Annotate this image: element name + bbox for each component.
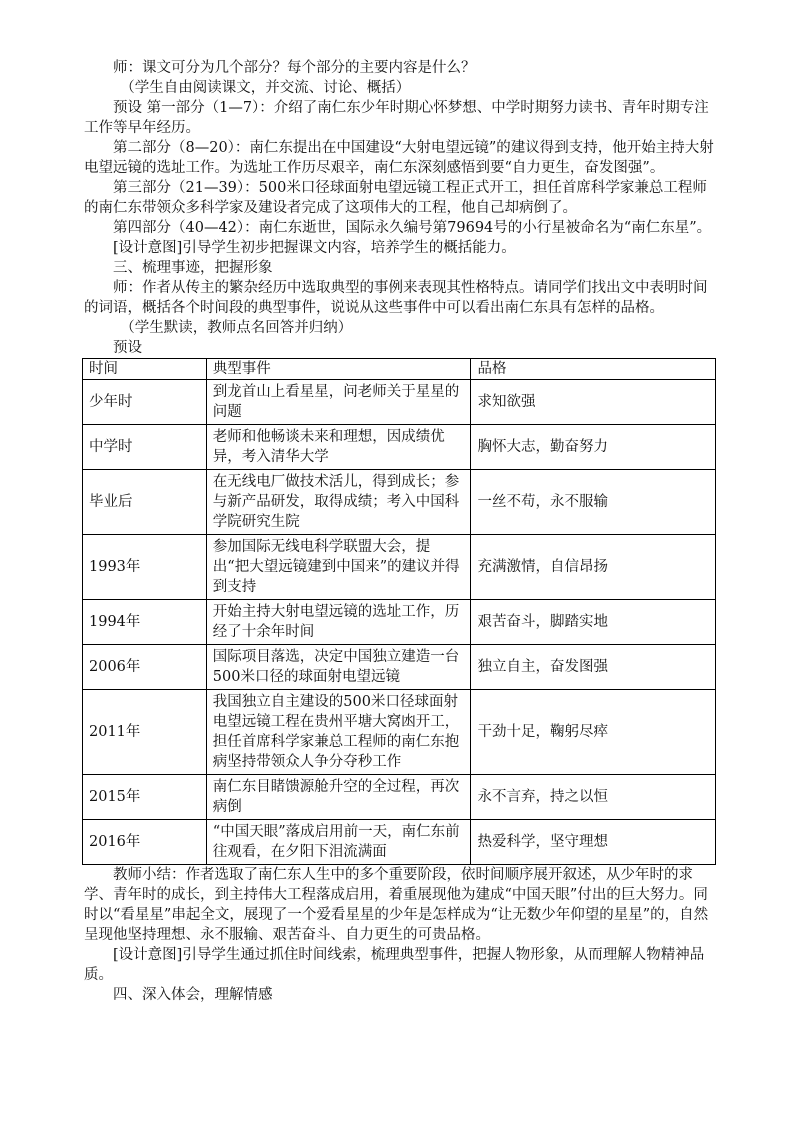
cell-time: 1994年 — [83, 600, 207, 645]
cell-time: 2006年 — [83, 645, 207, 690]
lesson-text-top — [84, 58, 716, 358]
cell-quality: 干劲十足，鞠躬尽瘁 — [471, 690, 716, 775]
table-row — [83, 645, 716, 690]
paragraph: 第三部分（21—39）：500米口径球面射电望远镜工程正式开工，担任首席科学家兼总工程师的南仁东带领众多科学家及建设者完成了这项伟大的工程，他自己却病倒了。 — [84, 180, 707, 216]
cell-time: 2011年 — [83, 690, 207, 775]
cell-time: 2016年 — [83, 820, 207, 865]
cell-quality: 求知欲强 — [471, 380, 716, 425]
paragraph: 师：课文可分为几个部分？每个部分的主要内容是什么？ — [113, 60, 476, 76]
cell-time: 少年时 — [83, 380, 207, 425]
cell-time: 毕业后 — [83, 470, 207, 535]
table-header-row — [83, 359, 716, 380]
cell-time: 2015年 — [83, 775, 207, 820]
paragraph: 第二部分（8—20）：南仁东提出在中国建设“大射电望远镜”的建议得到支持，他开始主持大射电望远镜的选址工作。为选址工作历尽艰辛，南仁东深刻感悟到要“自力更生，奋发图强”。 — [84, 140, 714, 176]
header-event: 典型事件 — [206, 359, 471, 380]
paragraph: [设计意图]引导学生初步把握课文内容，培养学生的概括能力。 — [113, 240, 516, 256]
header-time: 时间 — [83, 359, 207, 380]
paragraph: 三、梳理事迹，把握形象 — [113, 260, 273, 276]
table-row — [83, 380, 716, 425]
cell-event: 老师和他畅谈未来和理想，因成绩优异，考入清华大学 — [206, 425, 471, 470]
cell-event: 在无线电厂做技术活儿，得到成长；参与新产品研发，取得成绩；考入中国科学院研究生院 — [206, 470, 471, 535]
table-row — [83, 425, 716, 470]
table-row — [83, 775, 716, 820]
cell-quality: 热爱科学，坚守理想 — [471, 820, 716, 865]
cell-event: 参加国际无线电科学联盟大会，提出“把大望远镜建到中国来”的建议并得到支持 — [206, 535, 471, 600]
paragraph: 教师小结：作者选取了南仁东人生中的多个重要阶段，依时间顺序展开叙述，从少年时的求学、青年时的成长，到主持伟大工程落成启用，着重展现他为建成“中国天眼”付出的巨大努力。同时以“看星星”串起全文，展现了一个爱看星星的少年是怎样成为“让无数少年仰望的星星”的，自然呈现他坚持理想、永不服输、艰苦奋斗、自力更生的可贵品格。 — [84, 867, 709, 943]
header-quality: 品格 — [471, 359, 716, 380]
paragraph: 师：作者从传主的繁杂经历中选取典型的事例来表现其性格特点。请同学们找出文中表明时间的词语，概括各个时间段的典型事件，说说从这些事件中可以看出南仁东具有怎样的品格。 — [84, 280, 708, 316]
lesson-text-bottom — [84, 865, 716, 1005]
cell-event: “中国天眼”落成启用前一天，南仁东前往观看，在夕阳下泪流满面 — [206, 820, 471, 865]
cell-quality: 艰苦奋斗，脚踏实地 — [471, 600, 716, 645]
cell-quality: 一丝不苟，永不服输 — [471, 470, 716, 535]
paragraph: 预设 — [113, 340, 142, 356]
table-row — [83, 535, 716, 600]
table-row — [83, 600, 716, 645]
cell-quality: 独立自主，奋发图强 — [471, 645, 716, 690]
cell-time: 1993年 — [83, 535, 207, 600]
cell-quality: 永不言弃，持之以恒 — [471, 775, 716, 820]
cell-event: 国际项目落选，决定中国独立建造一台500米口径的球面射电望远镜 — [206, 645, 471, 690]
paragraph: 第四部分（40—42）：南仁东逝世，国际永久编号第79694号的小行星被命名为“南仁东星”。 — [113, 220, 712, 236]
paragraph: 四、深入体会，理解情感 — [113, 987, 273, 1003]
table-row — [83, 820, 716, 865]
cell-quality: 胸怀大志，勤奋努力 — [471, 425, 716, 470]
paragraph: 预设 第一部分（1—7）：介绍了南仁东少年时期心怀梦想、中学时期努力读书、青年时期专注工作等早年经历。 — [84, 100, 709, 136]
table-row — [83, 690, 716, 775]
table-body — [83, 380, 716, 865]
paragraph: （学生默读，教师点名回答并归纳） — [120, 320, 353, 336]
cell-time: 中学时 — [83, 425, 207, 470]
cell-event: 我国独立自主建设的500米口径球面射电望远镜工程在贵州平塘大窝凼开工，担任首席科学家兼总工程师的南仁东抱病坚持带领众人争分夺秒工作 — [206, 690, 471, 775]
cell-event: 南仁东目睹馈源舱升空的全过程，再次病倒 — [206, 775, 471, 820]
table-row — [83, 470, 716, 535]
document-page — [84, 58, 716, 1005]
cell-quality: 充满激情，自信昂扬 — [471, 535, 716, 600]
paragraph: [设计意图]引导学生通过抓住时间线索，梳理典型事件，把握人物形象，从而理解人物精神品质。 — [84, 947, 705, 983]
cell-event: 到龙首山上看星星，问老师关于星星的问题 — [206, 380, 471, 425]
paragraph: （学生自由阅读课文，并交流、讨论、概括） — [120, 80, 411, 96]
events-table — [82, 358, 716, 865]
cell-event: 开始主持大射电望远镜的选址工作，历经了十余年时间 — [206, 600, 471, 645]
